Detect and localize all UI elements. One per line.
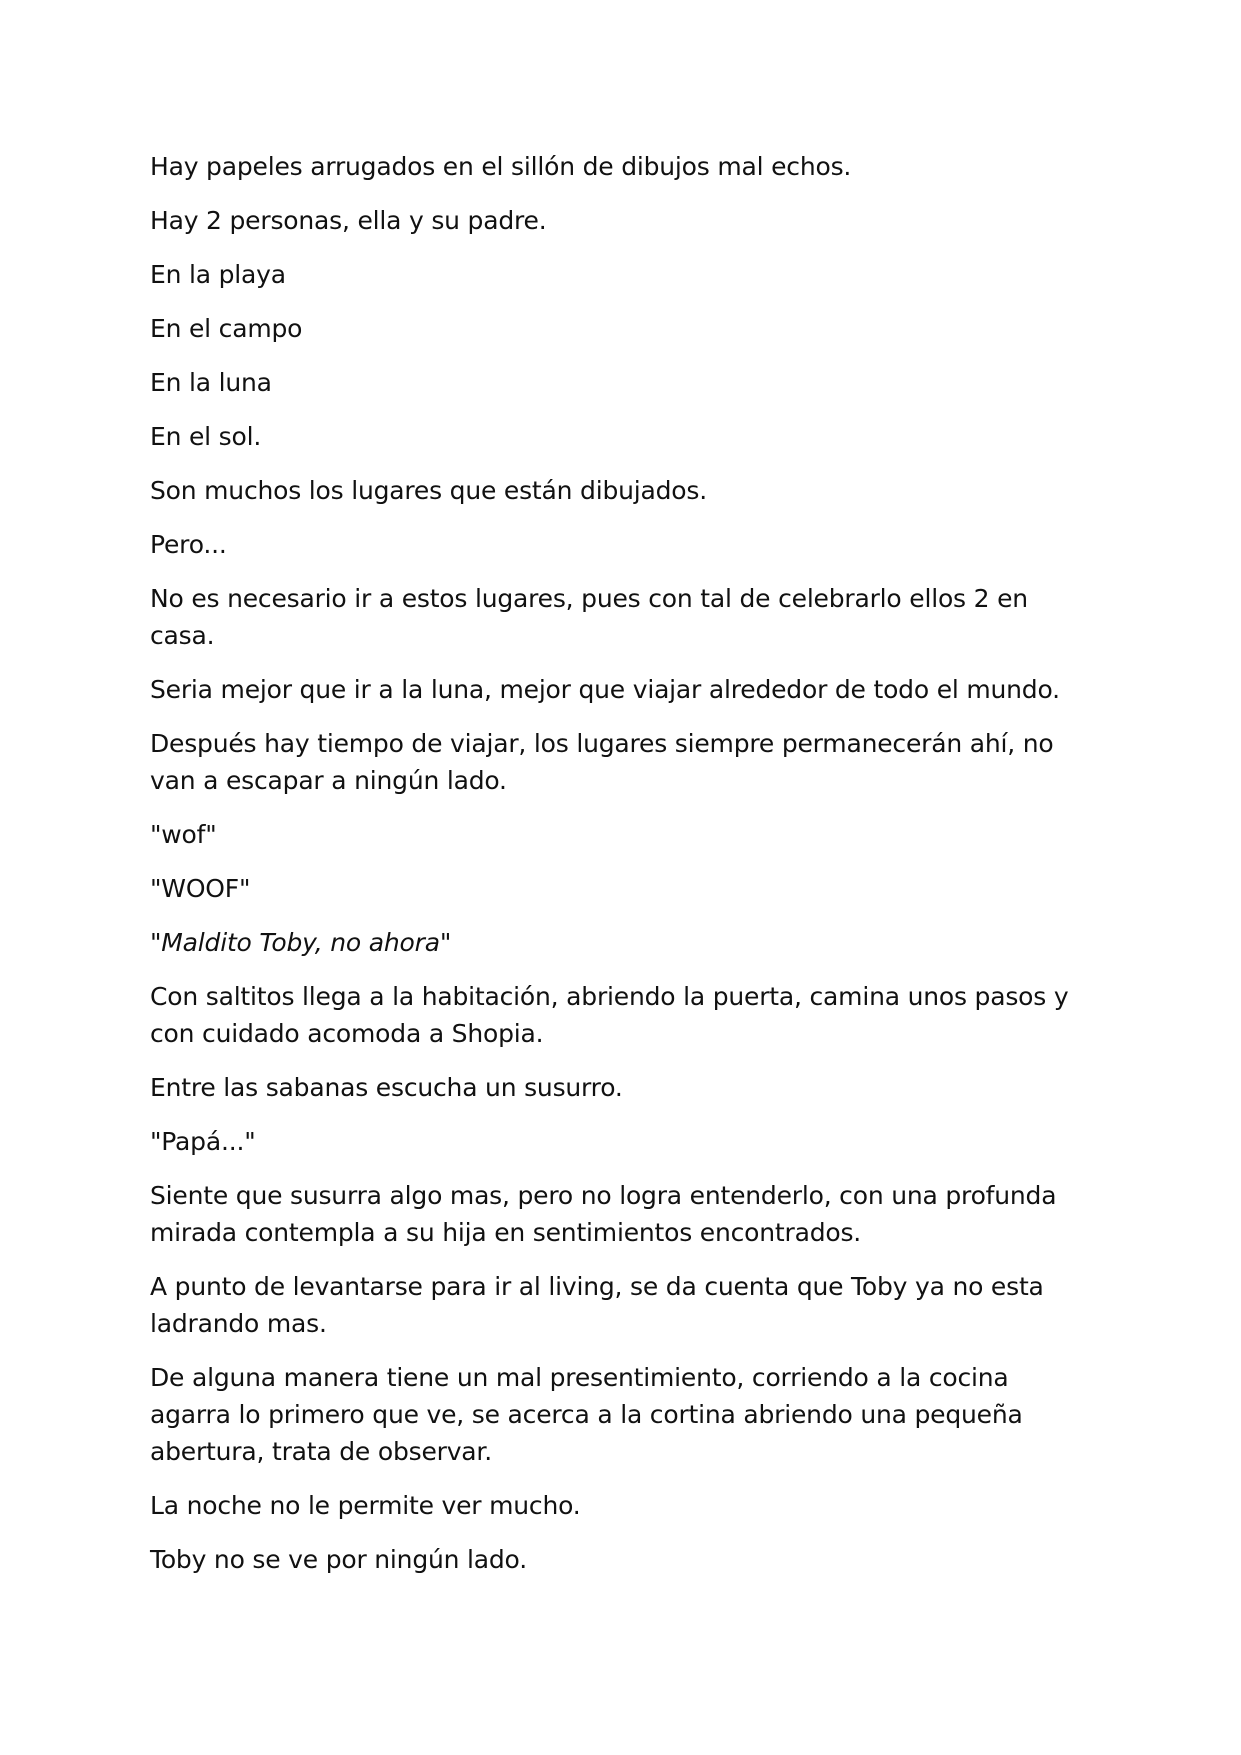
paragraph: Son muchos los lugares que están dibujados. bbox=[150, 476, 707, 505]
dialogue-line: "Papá..." bbox=[150, 1127, 256, 1156]
paragraph: Con saltitos llega a la habitación, abriendo la puerta, camina unos pasos y con cuidado acomoda a Shopia. bbox=[150, 982, 1069, 1048]
paragraph: En el campo bbox=[150, 314, 303, 343]
paragraph: A punto de levantarse para ir al living, se da cuenta que Toby ya no esta ladrando mas. bbox=[150, 1272, 1044, 1338]
paragraph: En la luna bbox=[150, 368, 272, 397]
paragraph: No es necesario ir a estos lugares, pues con tal de celebrarlo ellos 2 en casa. bbox=[150, 584, 1028, 650]
paragraph: Después hay tiempo de viajar, los lugares siempre permanecerán ahí, no van a escapar a ningún lado. bbox=[150, 729, 1054, 795]
italic-thought-line: "Maldito Toby, no ahora" bbox=[150, 928, 452, 957]
paragraph: De alguna manera tiene un mal presentimiento, corriendo a la cocina agarra lo primero que ve, se acerca a la cortina abriendo una pequeña abertura, trata de observar. bbox=[150, 1363, 1023, 1466]
paragraph: Siente que susurra algo mas, pero no logra entenderlo, con una profunda mirada contempla a su hija en sentimientos encontrados. bbox=[150, 1181, 1057, 1247]
dialogue-line: "WOOF" bbox=[150, 874, 251, 903]
paragraph: Pero... bbox=[150, 530, 227, 559]
dialogue-line: "wof" bbox=[150, 820, 217, 849]
paragraph: Seria mejor que ir a la luna, mejor que viajar alrededor de todo el mundo. bbox=[150, 675, 1060, 704]
paragraph: En el sol. bbox=[150, 422, 262, 451]
paragraph: En la playa bbox=[150, 260, 286, 289]
paragraph: Toby no se ve por ningún lado. bbox=[150, 1545, 527, 1574]
document-body bbox=[150, 148, 1080, 1595]
paragraph: La noche no le permite ver mucho. bbox=[150, 1491, 581, 1520]
paragraph: Hay papeles arrugados en el sillón de dibujos mal echos. bbox=[150, 152, 852, 181]
paragraph: Hay 2 personas, ella y su padre. bbox=[150, 206, 547, 235]
paragraph: Entre las sabanas escucha un susurro. bbox=[150, 1073, 623, 1102]
